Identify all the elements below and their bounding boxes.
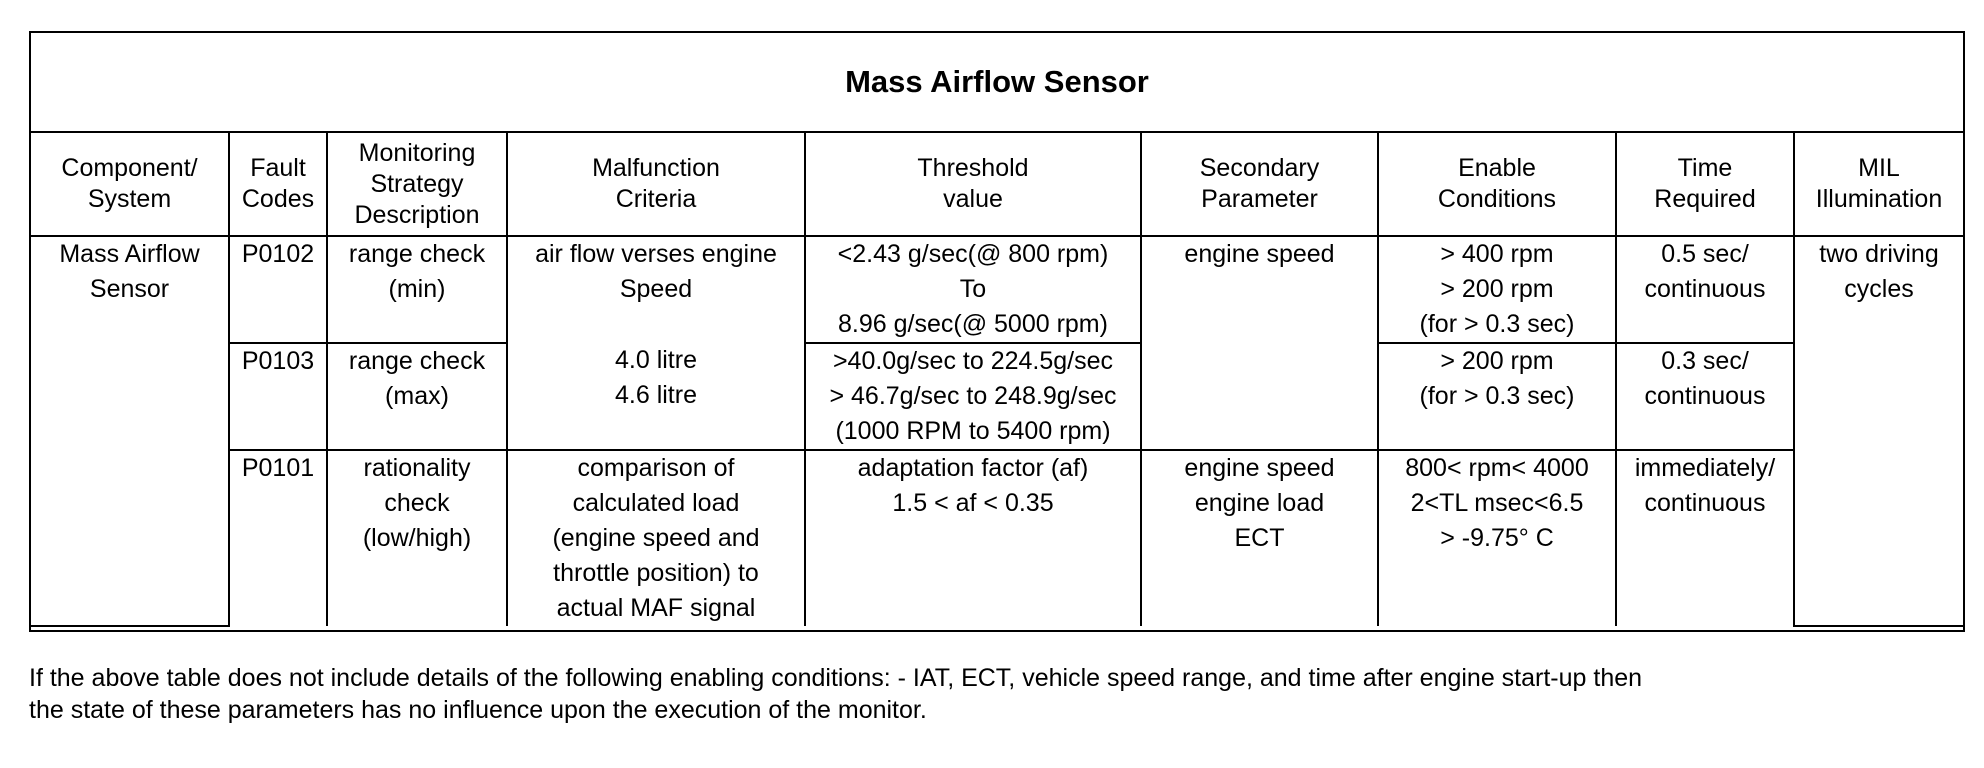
enable-cell: > 400 rpm > 200 rpm (for > 0.3 sec) [1378, 236, 1616, 343]
mil-cell: two driving cycles [1794, 236, 1963, 626]
fault-code: P0103 [229, 343, 327, 450]
threshold-cell: <2.43 g/sec(@ 800 rpm) To 8.96 g/sec(@ 5000 rpm) [805, 236, 1141, 343]
time-cell: 0.5 sec/ continuous [1616, 236, 1794, 343]
footnote [29, 662, 1959, 726]
strategy-cell: rationality check (low/high) [327, 450, 507, 626]
malfunction-cell: 4.0 litre 4.6 litre [507, 343, 805, 450]
threshold-cell: adaptation factor (af) 1.5 < af < 0.35 [805, 450, 1141, 626]
table-row [31, 236, 1963, 343]
malfunction-cell: air flow verses engine Speed [507, 236, 805, 343]
header-enable-conditions: Enable Conditions [1378, 133, 1616, 236]
diagnostic-grid [31, 133, 1963, 627]
enable-cell: 800< rpm< 4000 2<TL msec<6.5 > -9.75° C [1378, 450, 1616, 626]
footnote-line: the state of these parameters has no influence upon the execution of the monitor. [29, 696, 927, 724]
threshold-cell: >40.0g/sec to 224.5g/sec > 46.7g/sec to 248.9g/sec (1000 RPM to 5400 rpm) [805, 343, 1141, 450]
header-row [31, 133, 1963, 236]
enable-cell: > 200 rpm (for > 0.3 sec) [1378, 343, 1616, 450]
header-threshold-value: Threshold value [805, 133, 1141, 236]
time-cell: 0.3 sec/ continuous [1616, 343, 1794, 450]
time-cell: immediately/ continuous [1616, 450, 1794, 626]
header-time-required: Time Required [1616, 133, 1794, 236]
table-title: Mass Airflow Sensor [31, 33, 1963, 133]
secondary-cell: engine speed [1141, 236, 1378, 450]
strategy-cell: range check (min) [327, 236, 507, 343]
header-malfunction-criteria: Malfunction Criteria [507, 133, 805, 236]
mass-airflow-table [29, 31, 1965, 632]
footnote-line: If the above table does not include details of the following enabling conditions: - IAT, ECT, vehicle speed range, and time after engine start-up then [29, 664, 1643, 692]
table-row [31, 450, 1963, 626]
header-component: Component/ System [31, 133, 229, 236]
table-row [31, 343, 1963, 450]
fault-code: P0101 [229, 450, 327, 626]
header-secondary-parameter: Secondary Parameter [1141, 133, 1378, 236]
header-fault-codes: Fault Codes [229, 133, 327, 236]
fault-code: P0102 [229, 236, 327, 343]
header-monitoring-strategy: Monitoring Strategy Description [327, 133, 507, 236]
strategy-cell: range check (max) [327, 343, 507, 450]
header-mil-illumination: MIL Illumination [1794, 133, 1963, 236]
component-cell: Mass Airflow Sensor [31, 236, 229, 626]
secondary-cell: engine speed engine load ECT [1141, 450, 1378, 626]
malfunction-cell: comparison of calculated load (engine speed and throttle position) to actual MAF signal [507, 450, 805, 626]
